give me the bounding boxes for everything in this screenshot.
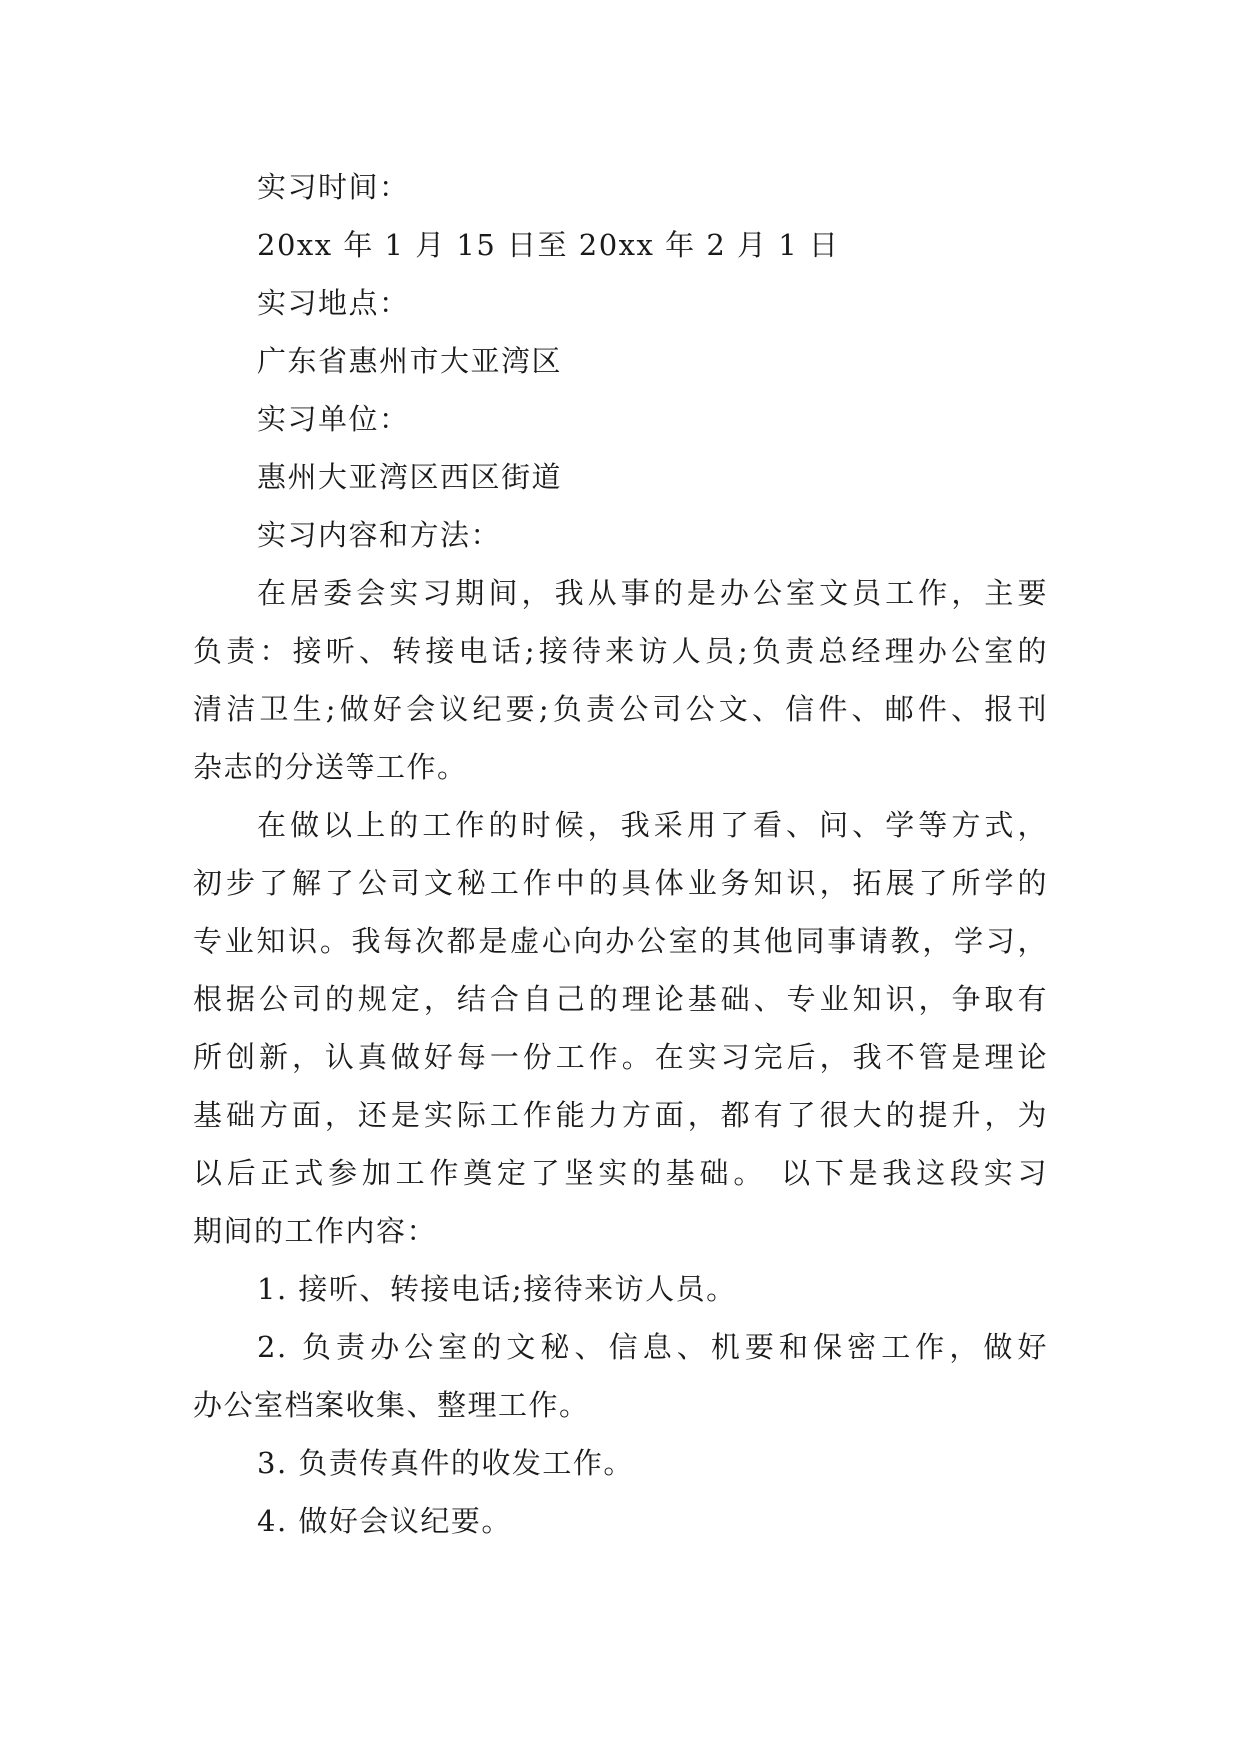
value-internship-unit: 惠州大亚湾区西区街道 — [257, 460, 563, 494]
paragraph-line: 负责：接听、转接电话;接待来访人员;负责总经理办公室的 — [193, 634, 1048, 668]
paragraph-line: 在居委会实习期间，我从事的是办公室文员工作，主要 — [257, 576, 1048, 610]
label-internship-content: 实习内容和方法： — [257, 518, 502, 552]
paragraph-line: 以后正式参加工作奠定了坚实的基础。 以下是我这段实习 — [193, 1156, 1048, 1190]
document-body — [193, 158, 1048, 1550]
paragraph-line: 基础方面，还是实际工作能力方面，都有了很大的提升，为 — [193, 1098, 1048, 1132]
paragraph-line: 初步了解了公司文秘工作中的具体业务知识，拓展了所学的 — [193, 866, 1048, 900]
paragraph-duties — [193, 564, 1048, 796]
value-internship-time: 20xx 年 1 月 15 日至 20xx 年 2 月 1 日 — [257, 228, 840, 262]
paragraph-line: 期间的工作内容： — [193, 1214, 438, 1248]
paragraph-line: 所创新，认真做好每一份工作。在实习完后，我不管是理论 — [193, 1040, 1048, 1074]
paragraph-line: 根据公司的规定，结合自己的理论基础、专业知识，争取有 — [193, 982, 1048, 1016]
label-internship-time: 实习时间： — [257, 170, 410, 204]
list-item-4: 4. 做好会议纪要。 — [257, 1504, 512, 1538]
paragraph-line: 专业知识。我每次都是虚心向办公室的其他同事请教，学习， — [193, 924, 1048, 958]
value-internship-place: 广东省惠州市大亚湾区 — [257, 344, 563, 378]
paragraph-methods — [193, 796, 1048, 1260]
paragraph-line: 杂志的分送等工作。 — [193, 750, 468, 784]
list-item-line: 2. 负责办公室的文秘、信息、机要和保密工作，做好 — [257, 1330, 1048, 1364]
paragraph-line: 在做以上的工作的时候，我采用了看、问、学等方式， — [257, 808, 1048, 842]
paragraph-line: 清洁卫生;做好会议纪要;负责公司公文、信件、邮件、报刊 — [193, 692, 1048, 726]
list-item-line: 办公室档案收集、整理工作。 — [193, 1388, 590, 1422]
label-internship-unit: 实习单位： — [257, 402, 410, 436]
list-item-2 — [193, 1318, 1048, 1434]
label-internship-place: 实习地点： — [257, 286, 410, 320]
list-item-3: 3. 负责传真件的收发工作。 — [257, 1446, 634, 1480]
list-item-1: 1. 接听、转接电话;接待来访人员。 — [257, 1272, 737, 1306]
